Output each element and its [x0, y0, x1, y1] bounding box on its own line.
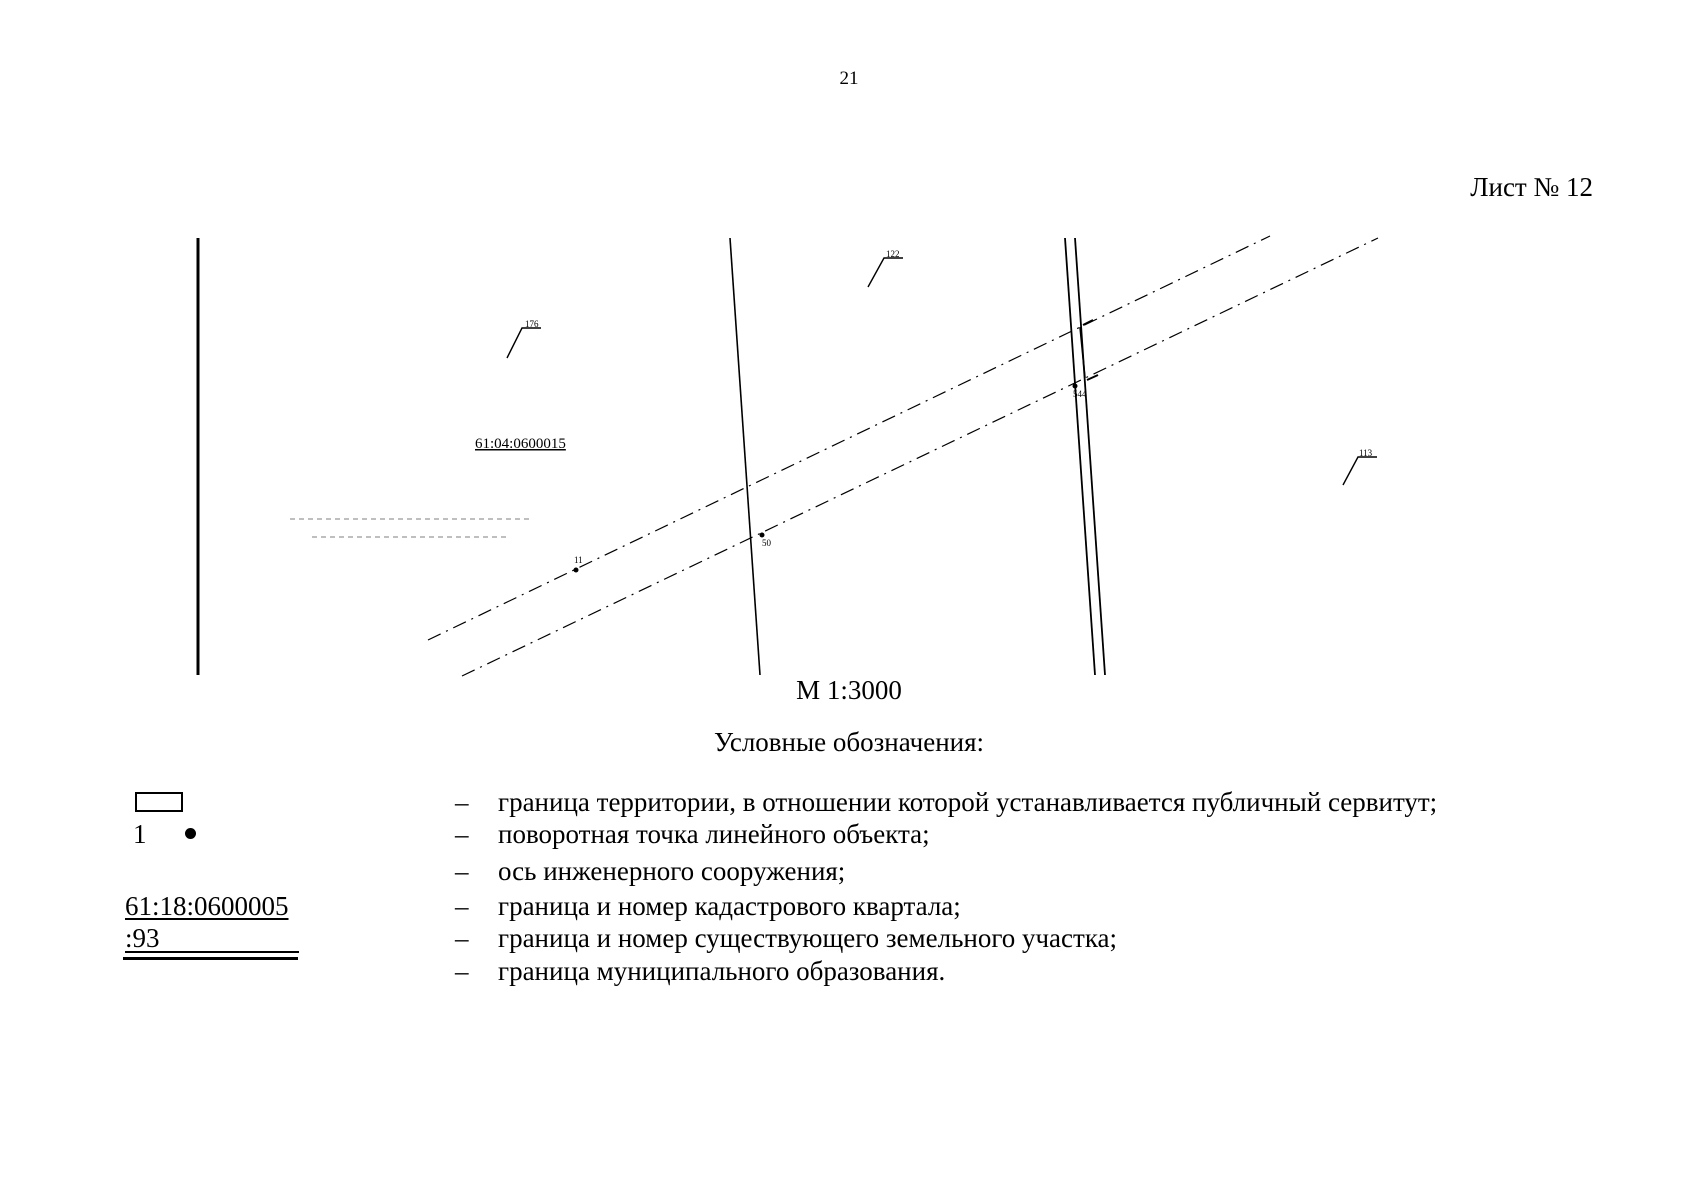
- crossing-segment-3: [1087, 375, 1098, 380]
- legend-title: Условные обозначения:: [713, 727, 985, 757]
- legend-text-municipal: граница муниципального образования.: [498, 956, 946, 986]
- legend-symbol-point-label: 1: [133, 819, 147, 849]
- page-number: 21: [839, 68, 859, 89]
- parcel-label-176: 176: [525, 319, 539, 329]
- crossing-segment-2: [1083, 320, 1093, 325]
- legend-row-quarter: [0, 890, 1698, 922]
- legend-symbol-servitude-rect: [135, 792, 183, 812]
- parcel-label-113: 113: [1359, 448, 1373, 458]
- parcel-callout-113: [1343, 457, 1377, 485]
- point-label-544: 544: [1073, 389, 1087, 399]
- legend-symbol-parcel: [125, 922, 299, 953]
- legend-symbol-municipal-line: [123, 957, 298, 964]
- parcel-callout-122: [868, 258, 903, 287]
- map-scale: М 1:3000: [796, 675, 902, 705]
- parcel-label-122: 122: [886, 249, 900, 259]
- legend-dash: –: [455, 923, 469, 953]
- legend-row-axis: [0, 855, 1698, 887]
- legend-text-quarter: граница и номер кадастрового квартала;: [498, 891, 961, 921]
- servitude-boundary-lower: [462, 238, 1378, 676]
- legend-row-parcel: [0, 922, 1698, 954]
- point-label-11: 11: [574, 555, 583, 565]
- legend-symbol-parcel-number: :93: [125, 923, 160, 953]
- turning-point-11: [574, 568, 579, 573]
- point-label-50: 50: [762, 538, 771, 548]
- legend-text-axis: ось инженерного сооружения;: [498, 856, 846, 886]
- legend-row-turning-point: [0, 818, 1698, 850]
- legend-text-servitude: граница территории, в отношении которой устанавливается публичный сервитут;: [498, 787, 1438, 817]
- parcel-callout-176: [507, 328, 541, 358]
- legend-text-parcel: граница и номер существующего земельного участка;: [498, 923, 1118, 953]
- legend-symbol-quarter-number: 61:18:0600005: [125, 891, 289, 921]
- sheet-title: Лист № 12: [1470, 172, 1593, 202]
- legend-dash: –: [455, 856, 469, 886]
- turning-point-50: [760, 533, 765, 538]
- legend-symbol-point-dot: [185, 828, 196, 839]
- legend-text-turning-point: поворотная точка линейного объекта;: [498, 819, 930, 849]
- legend-dash: –: [455, 956, 469, 986]
- quarter-label: 61:04:0600015: [475, 436, 566, 452]
- legend-dash: –: [455, 787, 469, 817]
- legend-dash: –: [455, 819, 469, 849]
- legend-row-municipal: [0, 955, 1698, 987]
- turning-point-544: [1073, 384, 1078, 389]
- legend-dash: –: [455, 891, 469, 921]
- legend-row-servitude: [0, 786, 1698, 818]
- parcel-boundary-line: [730, 238, 760, 675]
